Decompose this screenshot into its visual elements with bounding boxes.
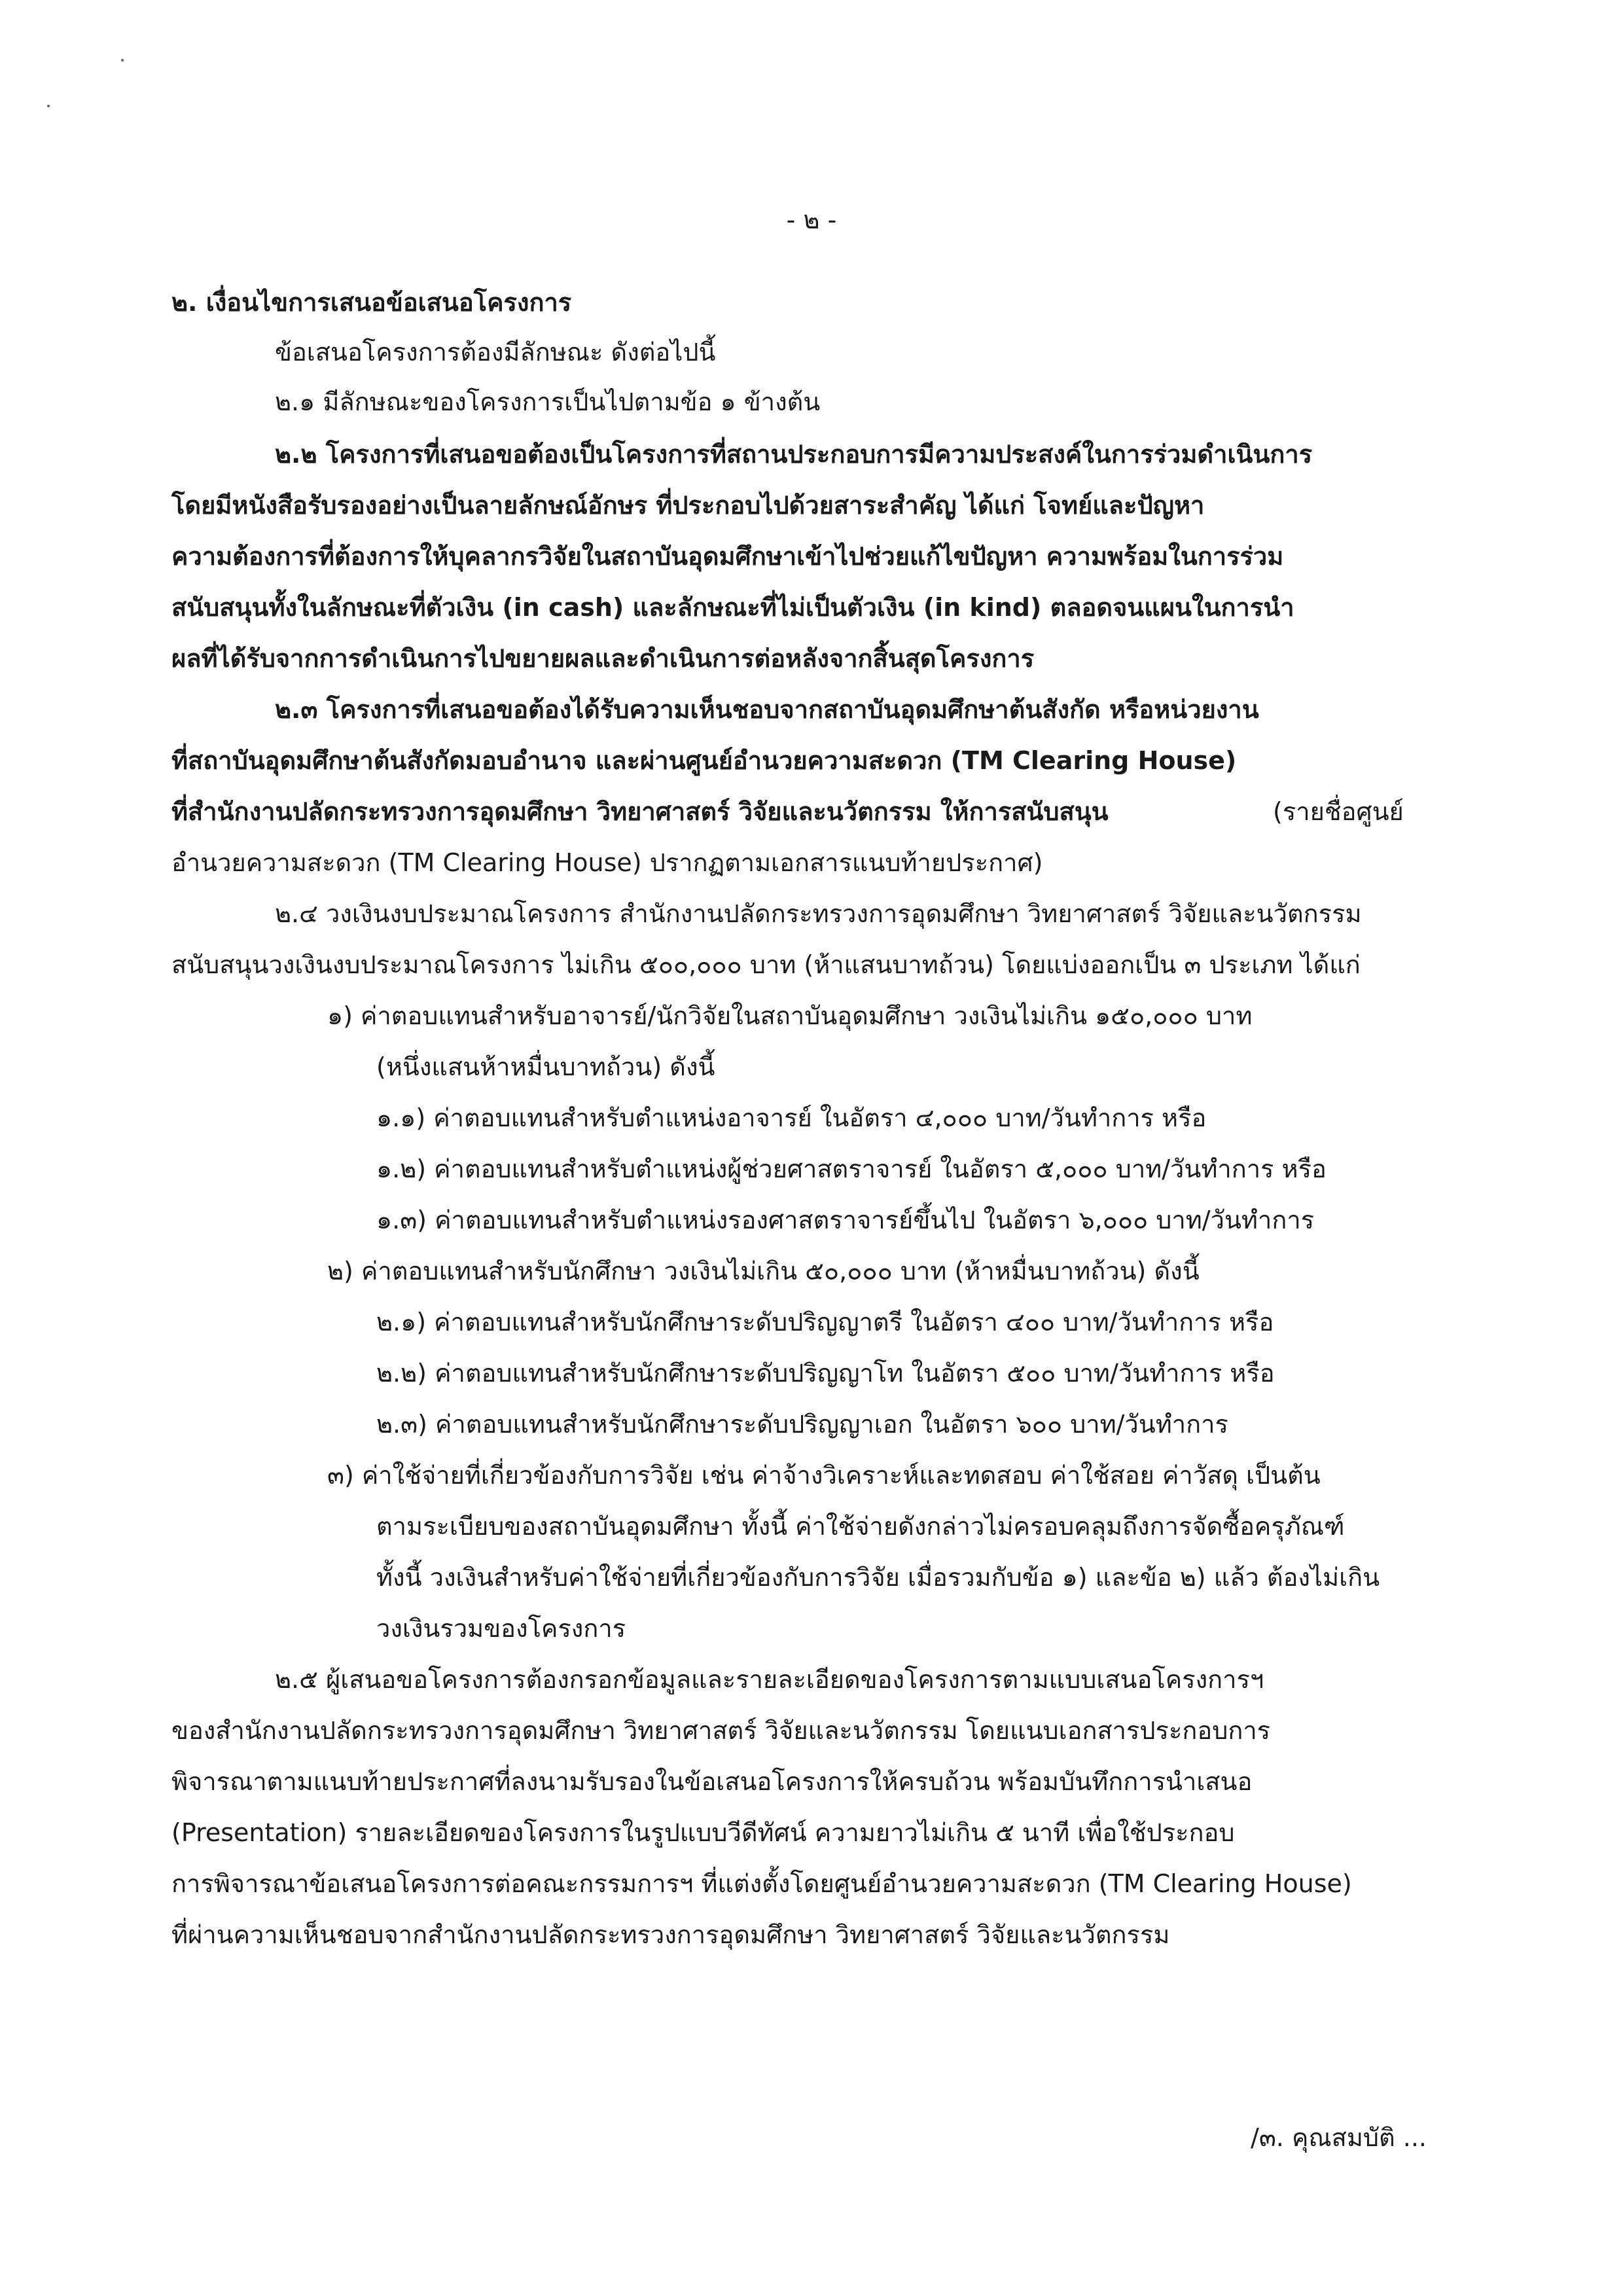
- list-item: (หนึ่งแสนห้าหมื่นบาทถ้วน) ดังนี้: [376, 1052, 715, 1081]
- next-page-reference: /๓. คุณสมบัติ ...: [1251, 2123, 1427, 2152]
- list-item: ๑) ค่าตอบแทนสำหรับอาจารย์/นักวิจัยในสถาบันอุดมศึกษา วงเงินไม่เกิน ๑๕๐,๐๐๐ บาท: [327, 1001, 1253, 1030]
- text-line: สนับสนุนทั้งในลักษณะที่ตัวเงิน (in cash) และลักษณะที่ไม่เป็นตัวเงิน (in kind) ตลอดจนแผนในการนำ: [171, 593, 1294, 622]
- list-item: ๑.๓) ค่าตอบแทนสำหรับตำแหน่งรองศาสตราจารย์ขึ้นไป ในอัตรา ๖,๐๐๐ บาท/วันทำการ: [376, 1206, 1315, 1234]
- text-line: ข้อเสนอโครงการต้องมีลักษณะ ดังต่อไปนี้: [275, 338, 716, 367]
- text-line: ที่ผ่านความเห็นชอบจากสำนักงานปลัดกระทรวงการอุดมศึกษา วิทยาศาสตร์ วิจัยและนวัตกรรม: [171, 1920, 1170, 1949]
- list-item: ๓) ค่าใช้จ่ายที่เกี่ยวข้องกับการวิจัย เช่น ค่าจ้างวิเคราะห์และทดสอบ ค่าใช้สอย ค่าวัสดุ เป็นต้น: [327, 1461, 1321, 1490]
- list-item: ๑.๑) ค่าตอบแทนสำหรับตำแหน่งอาจารย์ ในอัตรา ๔,๐๐๐ บาท/วันทำการ หรือ: [376, 1103, 1207, 1132]
- text-line: ๒.๑ มีลักษณะของโครงการเป็นไปตามข้อ ๑ ข้างต้น: [275, 387, 821, 416]
- text-line: การพิจารณาข้อเสนอโครงการต่อคณะกรรมการฯ ที่แต่งตั้งโดยศูนย์อำนวยความสะดวก (TM Clearing House): [171, 1869, 1352, 1898]
- list-item: ๒.๑) ค่าตอบแทนสำหรับนักศึกษาระดับปริญญาตรี ในอัตรา ๔๐๐ บาท/วันทำการ หรือ: [376, 1308, 1274, 1336]
- text-line: พิจารณาตามแนบท้ายประกาศที่ลงนามรับรองในข้อเสนอโครงการให้ครบถ้วน พร้อมบันทึกการนำเสนอ: [171, 1767, 1253, 1796]
- text-line: ผลที่ได้รับจากการดำเนินการไปขยายผลและดำเนินการต่อหลังจากสิ้นสุดโครงการ: [171, 644, 1035, 673]
- list-item: วงเงินรวมของโครงการ: [376, 1614, 626, 1643]
- text-line: ๒.๒ โครงการที่เสนอขอต้องเป็นโครงการที่สถานประกอบการมีความประสงค์ในการร่วมดำเนินการ: [275, 440, 1313, 469]
- list-item: ทั้งนี้ วงเงินสำหรับค่าใช้จ่ายที่เกี่ยวข้องกับการวิจัย เมื่อรวมกับข้อ ๑) และข้อ ๒) แล้ว ต้องไม่เกิน: [376, 1563, 1380, 1592]
- scan-speck: [121, 59, 124, 62]
- text-line: โดยมีหนังสือรับรองอย่างเป็นลายลักษณ์อักษร ที่ประกอบไปด้วยสาระสำคัญ ได้แก่ โจทย์และปัญหา: [171, 491, 1205, 520]
- section-heading: ๒. เงื่อนไขการเสนอข้อเสนอโครงการ: [171, 288, 572, 317]
- list-item: ๒) ค่าตอบแทนสำหรับนักศึกษา วงเงินไม่เกิน ๕๐,๐๐๐ บาท (ห้าหมื่นบาทถ้วน) ดังนี้: [327, 1257, 1200, 1285]
- text-line: ที่สำนักงานปลัดกระทรวงการอุดมศึกษา วิทยาศาสตร์ วิจัยและนวัตกรรม ให้การสนับสนุน: [171, 797, 1109, 826]
- scan-speck: [47, 105, 50, 107]
- text-line: ที่สถาบันอุดมศึกษาต้นสังกัดมอบอำนาจ และผ่านศูนย์อำนวยความสะดวก (TM Clearing House): [171, 746, 1237, 775]
- text-line: ของสำนักงานปลัดกระทรวงการอุดมศึกษา วิทยาศาสตร์ วิจัยและนวัตกรรม โดยแนบเอกสารประกอบการ: [171, 1716, 1271, 1745]
- text-line: สนับสนุนวงเงินงบประมาณโครงการ ไม่เกิน ๕๐๐,๐๐๐ บาท (ห้าแสนบาทถ้วน) โดยแบ่งออกเป็น ๓ ประเภท ได้แก่: [171, 950, 1361, 979]
- list-item: ๑.๒) ค่าตอบแทนสำหรับตำแหน่งผู้ช่วยศาสตราจารย์ ในอัตรา ๕,๐๐๐ บาท/วันทำการ หรือ: [376, 1155, 1327, 1183]
- text-line: ๒.๕ ผู้เสนอขอโครงการต้องกรอกข้อมูลและรายละเอียดของโครงการตามแบบเสนอโครงการฯ: [275, 1665, 1264, 1694]
- text-line: (Presentation) รายละเอียดของโครงการในรูปแบบวีดีทัศน์ ความยาวไม่เกิน ๕ นาที เพื่อใช้ประกอบ: [171, 1818, 1235, 1847]
- text-line: (รายชื่อศูนย์: [1273, 797, 1404, 826]
- list-item: ตามระเบียบของสถาบันอุดมศึกษา ทั้งนี้ ค่าใช้จ่ายดังกล่าวไม่ครอบคลุมถึงการจัดซื้อครุภัณฑ์: [376, 1512, 1345, 1541]
- text-line: ความต้องการที่ต้องการให้บุคลากรวิจัยในสถาบันอุดมศึกษาเข้าไปช่วยแก้ไขปัญหา ความพร้อมในการร่วม: [171, 542, 1284, 571]
- page-number: - ๒ -: [786, 206, 837, 234]
- text-line: อำนวยความสะดวก (TM Clearing House) ปรากฏตามเอกสารแนบท้ายประกาศ): [171, 848, 1043, 877]
- text-line: ๒.๓ โครงการที่เสนอขอต้องได้รับความเห็นชอบจากสถาบันอุดมศึกษาต้นสังกัด หรือหน่วยงาน: [275, 695, 1259, 724]
- text-line: ๒.๔ วงเงินงบประมาณโครงการ สำนักงานปลัดกระทรวงการอุดมศึกษา วิทยาศาสตร์ วิจัยและนวัตกรรม: [275, 899, 1362, 928]
- list-item: ๒.๒) ค่าตอบแทนสำหรับนักศึกษาระดับปริญญาโท ในอัตรา ๕๐๐ บาท/วันทำการ หรือ: [376, 1359, 1275, 1388]
- list-item: ๒.๓) ค่าตอบแทนสำหรับนักศึกษาระดับปริญญาเอก ในอัตรา ๖๐๐ บาท/วันทำการ: [376, 1410, 1228, 1439]
